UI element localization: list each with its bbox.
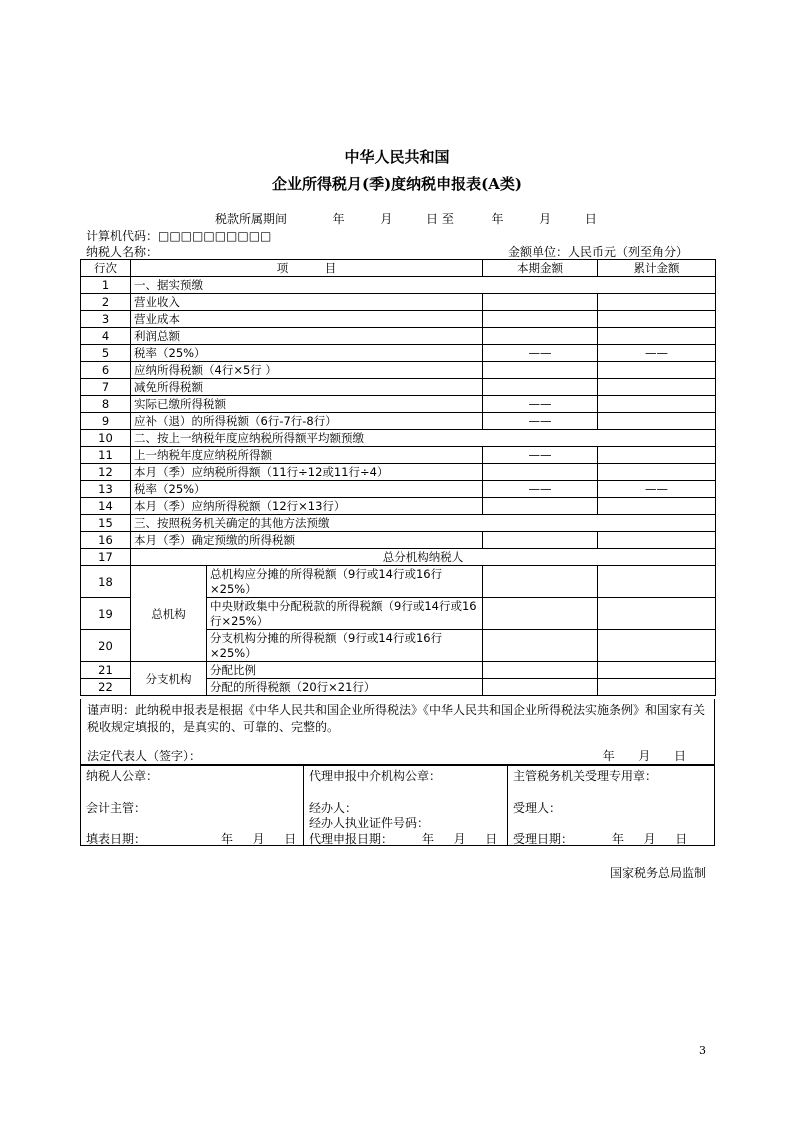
row-number: 4 [81,328,131,345]
header-row-number: 行次 [81,260,131,277]
cumulative-amount-cell[interactable] [598,311,716,328]
table-row [81,515,716,532]
row-item-label: 分配的所得税额（20行×21行） [207,679,483,696]
taxpayer-signature-column [81,766,303,845]
cumulative-amount-cell: —— [598,481,716,498]
current-amount-cell: —— [483,447,598,464]
group-label-branch: 分支机构 [131,662,207,696]
declaration-date: 年 月 日 [602,749,686,763]
row-number: 16 [81,532,131,549]
cumulative-amount-cell[interactable] [598,328,716,345]
table-row [81,294,716,311]
current-amount-cell[interactable] [483,379,598,396]
table-row [81,549,716,566]
period-month-end: 月 [539,212,552,226]
cumulative-amount-cell[interactable] [598,447,716,464]
current-amount-cell[interactable] [483,498,598,515]
row-number: 19 [81,598,131,630]
current-amount-cell[interactable] [483,566,598,598]
agent-license-label: 经办人执业证件号码： [309,816,430,830]
row-item-label: 总机构应分摊的所得税额（9行或14行或16行×25%） [207,566,483,598]
table-row [81,277,716,294]
table-row [81,379,716,396]
receiver-label: 受理人： [513,801,562,815]
row-number: 15 [81,515,131,532]
current-amount-cell[interactable] [483,662,598,679]
current-amount-cell[interactable] [483,532,598,549]
cumulative-amount-cell[interactable] [598,413,716,430]
current-amount-cell[interactable] [483,294,598,311]
period-day-end: 日 [584,212,597,226]
agent-seal-label: 代理申报中介机构公章： [309,769,442,783]
cumulative-amount-cell[interactable] [598,396,716,413]
page-number: 3 [699,1044,706,1057]
row-number: 5 [81,345,131,362]
accountant-label: 会计主管： [86,801,147,815]
current-amount-cell[interactable] [483,311,598,328]
period-year-end: 年 [491,212,504,226]
table-row [81,311,716,328]
agent-date: 年 月 日 [422,832,498,846]
table-row [81,481,716,498]
tax-period [215,210,597,227]
row-number: 6 [81,362,131,379]
agent-signature-column [303,766,508,845]
row-item-label: 本月（季）应纳税所得额（11行÷12或11行÷4） [131,464,483,481]
row-item-label: 分支机构分摊的所得税额（9行或14行或16行×25%） [207,630,483,662]
tax-form-table [80,259,716,696]
table-row [81,566,716,598]
header-cumulative-amount: 累计金额 [598,260,716,277]
table-row [81,498,716,515]
header-item: 项 目 [131,260,483,277]
row-item-label: 营业收入 [131,294,483,311]
current-amount-cell: —— [483,481,598,498]
row-number: 14 [81,498,131,515]
row-number: 20 [81,630,131,662]
row-item-label: 应纳所得税额（4行×5行 ） [131,362,483,379]
row-item-label: 中央财政集中分配税款的所得税额（9行或14行或16行×25%） [207,598,483,630]
agent-handler-label: 经办人： [309,801,358,815]
cumulative-amount-cell[interactable] [598,630,716,662]
table-row [81,447,716,464]
current-amount-cell: —— [483,413,598,430]
table-row [81,362,716,379]
form-title: 企业所得税月(季)度纳税申报表(A类) [271,175,523,193]
row-item-label: 上一纳税年度应纳税所得额 [131,447,483,464]
table-row [81,396,716,413]
section-heading: 二、按上一纳税年度应纳税所得额平均额预缴 [131,430,716,447]
fill-date-label: 填表日期： [86,832,147,846]
cumulative-amount-cell[interactable] [598,662,716,679]
table-row [81,662,716,679]
row-number: 8 [81,396,131,413]
table-row [81,464,716,481]
table-row [81,532,716,549]
row-number: 11 [81,447,131,464]
section-heading: 三、按照税务机关确定的其他方法预缴 [131,515,716,532]
row-item-label: 营业成本 [131,311,483,328]
cumulative-amount-cell[interactable] [598,598,716,630]
current-amount-cell[interactable] [483,464,598,481]
current-amount-cell[interactable] [483,362,598,379]
tax-authority-column [507,766,715,845]
tax-authority-seal-label: 主管税务机关受理专用章： [513,769,658,783]
cumulative-amount-cell[interactable] [598,498,716,515]
row-item-label: 应补（退）的所得税额（6行-7行-8行） [131,413,483,430]
period-day-to: 日 至 [426,212,454,226]
cumulative-amount-cell[interactable] [598,379,716,396]
table-row [81,328,716,345]
cumulative-amount-cell[interactable] [598,679,716,696]
cumulative-amount-cell[interactable] [598,566,716,598]
row-item-label: 本月（季）确定预缴的所得税额 [131,532,483,549]
current-amount-cell: —— [483,345,598,362]
taxpayer-name-label: 纳税人名称： [86,245,159,259]
cumulative-amount-cell: —— [598,345,716,362]
computer-code-label: 计算机代码：□□□□□□□□□□ [86,229,272,243]
row-number: 2 [81,294,131,311]
footer-issuer: 国家税务总局监制 [609,866,706,880]
header-current-amount: 本期金额 [483,260,598,277]
receive-date-label: 受理日期： [513,832,574,846]
table-row [81,413,716,430]
group-label-headquarters: 总机构 [131,566,207,662]
row-item-label: 本月（季）应纳所得税额（12行×13行） [131,498,483,515]
row-item-label: 减免所得税额 [131,379,483,396]
row-number: 12 [81,464,131,481]
cumulative-amount-cell[interactable] [598,294,716,311]
current-amount-cell[interactable] [483,598,598,630]
row-number: 21 [81,662,131,679]
row-number: 22 [81,679,131,696]
row-number: 17 [81,549,131,566]
fill-date: 年 月 日 [221,832,297,846]
section-heading: 总分机构纳税人 [131,549,716,566]
current-amount-cell[interactable] [483,328,598,345]
cumulative-amount-cell[interactable] [598,362,716,379]
signature-section [80,765,715,846]
declaration-text: 谨声明：此纳税申报表是根据《中华人民共和国企业所得税法》《中华人民共和国企业所得税法实施条例》和国家有关税收规定填报的，是真实的、可靠的、完整的。 [87,703,706,734]
receive-date: 年 月 日 [612,832,688,846]
declaration-box [80,699,715,765]
row-item-label: 利润总额 [131,328,483,345]
row-number: 9 [81,413,131,430]
current-amount-cell[interactable] [483,679,598,696]
row-item-label: 实际已缴所得税额 [131,396,483,413]
section-heading: 一、据实预缴 [131,277,716,294]
current-amount-cell: —— [483,396,598,413]
header-row [81,260,716,277]
row-item-label: 分配比例 [207,662,483,679]
row-number: 1 [81,277,131,294]
agent-date-label: 代理申报日期： [309,832,394,846]
period-label: 税款所属期间 [215,212,288,226]
row-number: 7 [81,379,131,396]
row-number: 3 [81,311,131,328]
row-number: 10 [81,430,131,447]
period-month-start: 月 [380,212,393,226]
cumulative-amount-cell[interactable] [598,464,716,481]
form-title-country: 中华人民共和国 [344,148,450,166]
taxpayer-seal-label: 纳税人公章： [86,769,159,783]
row-number: 13 [81,481,131,498]
row-item-label: 税率（25%） [131,481,483,498]
current-amount-cell[interactable] [483,630,598,662]
table-row [81,430,716,447]
period-year-start: 年 [332,212,345,226]
cumulative-amount-cell[interactable] [598,532,716,549]
legal-representative-label: 法定代表人（签字）： [87,749,202,763]
table-row [81,345,716,362]
row-number: 18 [81,566,131,598]
currency-unit: 金额单位：人民币元（列至角分） [508,245,689,259]
row-item-label: 税率（25%） [131,345,483,362]
